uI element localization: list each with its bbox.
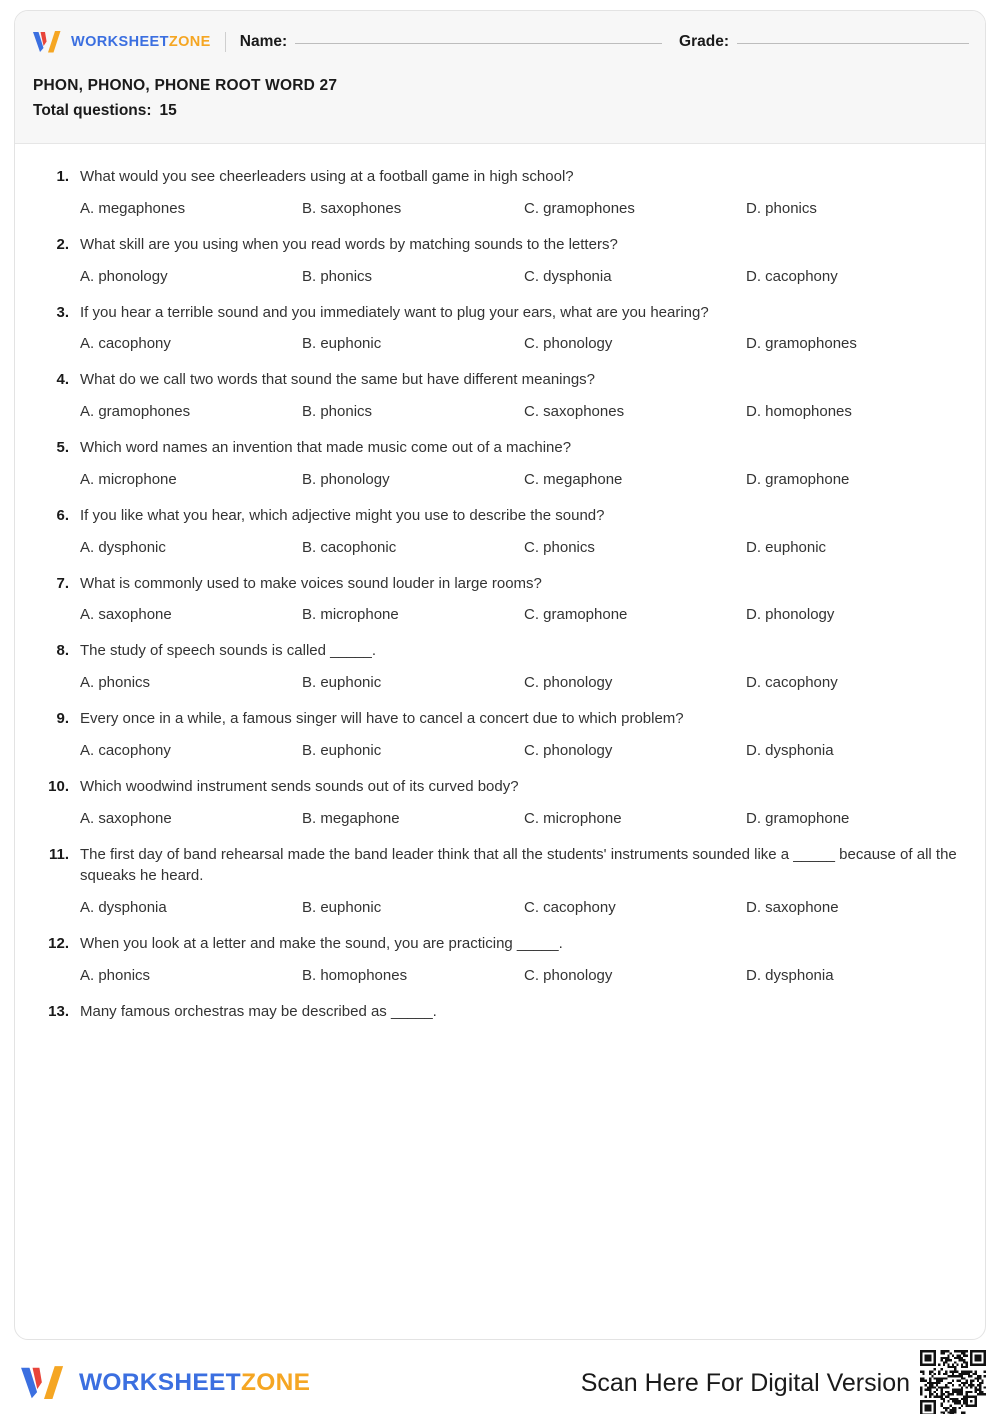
total-questions-label: Total questions:: [33, 101, 152, 119]
total-questions-line: [33, 102, 969, 121]
answer-options: [37, 401, 963, 422]
answer-option[interactable]: B. phonics: [302, 267, 373, 285]
answer-option[interactable]: C. phonics: [524, 538, 595, 556]
answer-option[interactable]: B. megaphone: [302, 809, 400, 827]
question-item: [37, 437, 963, 490]
question-number: 9.: [56, 710, 69, 727]
question-number: 1.: [56, 168, 69, 185]
answer-options: [37, 740, 963, 761]
question-text: What do we call two words that sound the same but have different meanings?: [80, 371, 596, 389]
answer-option[interactable]: B. saxophones: [302, 199, 402, 217]
name-input-rule[interactable]: [295, 43, 662, 44]
answer-option[interactable]: B. euphonic: [302, 674, 382, 691]
answer-option[interactable]: C. saxophones: [524, 403, 625, 420]
answer-option[interactable]: C. gramophones: [524, 199, 635, 217]
grade-label: Grade:: [679, 33, 729, 50]
answer-option[interactable]: D. homophones: [746, 403, 852, 420]
answer-option[interactable]: C. microphone: [524, 809, 622, 827]
answer-option[interactable]: D. gramophone: [746, 470, 850, 488]
question-line: [37, 933, 963, 955]
question-text: When you look at a letter and make the sound, you are practicing _____.: [80, 935, 563, 952]
question-text: What skill are you using when you read words by matching sounds to the letters?: [80, 235, 618, 253]
answer-option[interactable]: D. cacophony: [746, 674, 838, 691]
question-item: [37, 933, 963, 986]
answer-options: [37, 604, 963, 625]
answer-option[interactable]: B. phonology: [302, 470, 390, 488]
answer-option[interactable]: D. phonology: [746, 606, 835, 624]
answer-options: [37, 965, 963, 986]
answer-option[interactable]: A. saxophone: [80, 606, 172, 624]
question-number: 13.: [48, 1002, 69, 1020]
question-text: The first day of band rehearsal made the band leader think that all the students' instruments sounded like a _____ because of all the squeaks he heard.: [80, 845, 957, 885]
question-line: [37, 302, 963, 324]
answer-options: [37, 672, 963, 693]
total-questions-value: 15: [159, 101, 177, 119]
answer-option[interactable]: C. phonology: [524, 335, 613, 353]
question-text: Which woodwind instrument sends sounds out of its curved body?: [80, 777, 519, 795]
answer-option[interactable]: B. euphonic: [302, 741, 382, 759]
answer-option[interactable]: A. phonics: [80, 674, 151, 691]
answer-option[interactable]: D. gramophones: [746, 335, 857, 353]
question-number: 12.: [48, 935, 69, 952]
answer-option[interactable]: A. dysphonia: [80, 899, 167, 916]
question-item: [37, 844, 963, 919]
answer-option[interactable]: C. phonology: [524, 674, 613, 691]
question-line: [37, 776, 963, 798]
question-number: 4.: [56, 371, 69, 389]
footer-brand-logo[interactable]: [18, 1362, 310, 1404]
header-identity-row: [31, 25, 969, 59]
answer-options: [37, 333, 963, 354]
answer-option[interactable]: B. homophones: [302, 966, 408, 984]
answer-options: [37, 266, 963, 287]
question-item: [37, 573, 963, 626]
question-text: The study of speech sounds is called _____.: [80, 642, 377, 660]
question-line: [37, 573, 963, 595]
answer-option[interactable]: B. euphonic: [302, 335, 382, 353]
grade-field[interactable]: [679, 33, 969, 51]
question-text: Every once in a while, a famous singer will have to cancel a concert due to which problem?: [80, 710, 684, 727]
answer-option[interactable]: A. saxophone: [80, 809, 172, 827]
qr-code-icon[interactable]: [920, 1350, 986, 1414]
worksheet-footer: [0, 1352, 1000, 1414]
answer-options: [37, 198, 963, 219]
question-item: [37, 369, 963, 422]
brand-name-part2: ZONE: [168, 34, 211, 50]
worksheet-title: PHON, PHONO, PHONE ROOT WORD 27: [33, 77, 338, 94]
question-text: What would you see cheerleaders using at a football game in high school?: [80, 168, 574, 185]
name-field[interactable]: [240, 33, 662, 51]
question-text: If you like what you hear, which adjective might you use to describe the sound?: [80, 506, 605, 524]
footer-brand-logo-text: [79, 1369, 310, 1397]
footer-brand-name-part2: ZONE: [240, 1369, 311, 1396]
answer-options: [37, 897, 963, 918]
worksheet-title-block: [31, 77, 969, 120]
question-item: [37, 166, 963, 219]
question-text: If you hear a terrible sound and you immediately want to plug your ears, what are you hearing?: [80, 303, 709, 321]
brand-name-part1: WORKSHEET: [71, 34, 169, 50]
answer-option[interactable]: A. gramophones: [80, 403, 191, 420]
scan-prompt-text: Scan Here For Digital Version: [580, 1368, 910, 1397]
answer-option[interactable]: B. microphone: [302, 606, 399, 624]
answer-option[interactable]: A. dysphonic: [80, 538, 166, 556]
question-item: [37, 505, 963, 558]
question-number: 5.: [56, 439, 69, 456]
worksheetzone-logo-icon: [31, 29, 65, 55]
answer-option[interactable]: C. dysphonia: [524, 267, 612, 285]
question-text: Many famous orchestras may be described as _____.: [80, 1002, 437, 1020]
answer-option[interactable]: D. phonics: [746, 199, 817, 217]
question-number: 6.: [56, 506, 69, 524]
question-item: [37, 640, 963, 693]
answer-options: [37, 537, 963, 558]
answer-options: [37, 469, 963, 490]
answer-option[interactable]: D. euphonic: [746, 538, 827, 556]
question-item: [37, 708, 963, 761]
answer-option[interactable]: B. phonics: [302, 403, 373, 420]
answer-option[interactable]: D. dysphonia: [746, 741, 834, 759]
header-divider: [225, 32, 226, 52]
question-line: [37, 1001, 963, 1023]
question-line: [37, 708, 963, 730]
question-number: 10.: [48, 777, 69, 795]
question-line: [37, 640, 963, 662]
answer-option[interactable]: C. gramophone: [524, 606, 628, 624]
answer-option[interactable]: C. phonology: [524, 741, 613, 759]
answer-option[interactable]: B. euphonic: [302, 899, 382, 916]
answer-option[interactable]: D. gramophone: [746, 809, 850, 827]
question-line: [37, 166, 963, 188]
question-item: [37, 1001, 963, 1023]
question-number: 3.: [56, 303, 69, 321]
answer-option[interactable]: B. cacophonic: [302, 538, 397, 556]
question-item: [37, 302, 963, 355]
answer-option[interactable]: A. phonics: [80, 966, 151, 984]
question-number: 2.: [56, 235, 69, 253]
question-text: What is commonly used to make voices sound louder in large rooms?: [80, 574, 542, 592]
answer-option[interactable]: D. dysphonia: [746, 966, 834, 984]
answer-option[interactable]: A. cacophony: [80, 335, 171, 353]
footer-brand-name-part1: WORKSHEET: [79, 1369, 241, 1396]
answer-option[interactable]: D. cacophony: [746, 267, 838, 285]
question-line: [37, 437, 963, 459]
answer-option[interactable]: D. saxophone: [746, 899, 839, 916]
question-line: [37, 234, 963, 256]
answer-option[interactable]: A. microphone: [80, 470, 177, 488]
answer-option[interactable]: A. cacophony: [80, 741, 171, 759]
worksheetzone-logo-icon: [18, 1362, 70, 1404]
question-number: 7.: [56, 574, 69, 592]
answer-option[interactable]: A. megaphones: [80, 199, 186, 217]
brand-logo[interactable]: [31, 29, 211, 55]
grade-input-rule[interactable]: [737, 43, 969, 44]
question-line: [37, 369, 963, 391]
answer-options: [37, 808, 963, 829]
question-line: [37, 505, 963, 527]
question-item: [37, 234, 963, 287]
worksheet-card: [14, 10, 986, 1340]
answer-option[interactable]: A. phonology: [80, 267, 168, 285]
name-label: Name:: [239, 33, 288, 50]
answer-option[interactable]: C. phonology: [524, 966, 613, 984]
brand-logo-text: [71, 34, 211, 50]
question-number: 11.: [48, 845, 69, 863]
answer-option[interactable]: C. megaphone: [524, 470, 623, 488]
answer-option[interactable]: C. cacophony: [524, 899, 616, 916]
question-text: Which word names an invention that made music come out of a machine?: [80, 439, 572, 456]
question-number: 8.: [56, 642, 69, 660]
question-item: [37, 776, 963, 829]
question-line: [37, 844, 963, 888]
worksheet-header: [15, 11, 985, 144]
questions-list: [15, 144, 985, 1023]
